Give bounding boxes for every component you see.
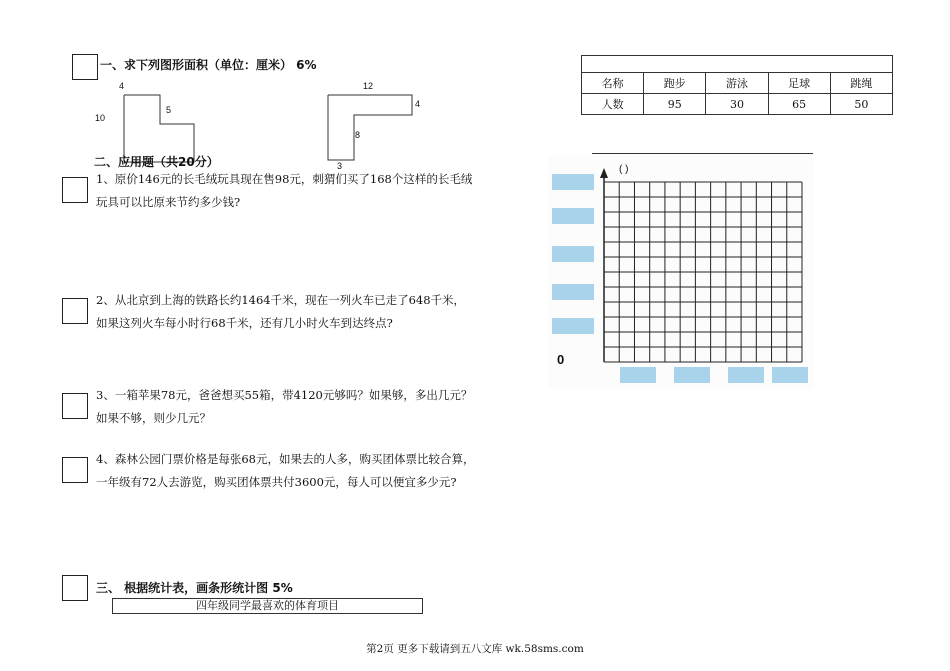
table-row: [582, 94, 893, 115]
section2-title: 二、应用题（共20分）: [94, 155, 219, 169]
score-box-section3[interactable]: [62, 575, 88, 601]
table-cell: 跑步: [644, 73, 706, 94]
grid-unit-label: ( ): [619, 164, 629, 175]
shape1-label-right: 5: [166, 105, 172, 115]
shape1-label-top: 4: [119, 81, 125, 91]
answer-grid[interactable]: [548, 156, 814, 388]
table-cell: 跳绳: [830, 73, 892, 94]
shape1-label-left: 10: [95, 113, 106, 123]
table-cell: 足球: [768, 73, 830, 94]
x-label-swatch: [620, 367, 656, 383]
score-box-section1[interactable]: [72, 54, 98, 80]
y-axis-arrow-icon: [600, 168, 608, 178]
problem-1-text: 1、原价146元的长毛绒玩具现在售98元，刺猬们买了168个这样的长毛绒玩具可以比原来节约多少钱?: [96, 172, 473, 209]
y-label-swatch: [552, 284, 594, 300]
shape2-label-mid: 8: [355, 130, 361, 140]
table-cell: 95: [644, 94, 706, 115]
score-box-problem-4[interactable]: [62, 457, 88, 483]
y-label-swatch: [552, 174, 594, 190]
problem-2-text: 2、从北京到上海的铁路长约1464千米，现在一列火车已走了648千米，如果这列火车每小时行68千米，还有几小时火车到达终点?: [96, 293, 466, 330]
table-caption-row: [582, 56, 893, 73]
table-cell: 名称: [582, 73, 644, 94]
x-label-swatch: [728, 367, 764, 383]
table-cell: 人数: [582, 94, 644, 115]
page-footer: 第2页 更多下载请到五八文库 wk.58sms.com: [366, 643, 584, 655]
table-cell: 30: [706, 94, 768, 115]
table-header-row: [582, 73, 893, 94]
score-box-problem-2[interactable]: [62, 298, 88, 324]
y-label-swatch: [552, 208, 594, 224]
table-cell: 50: [830, 94, 892, 115]
section3-title: 三、 根据统计表，画条形统计图 5%: [96, 581, 293, 595]
statistics-table: [581, 55, 893, 115]
section1-title: 一、求下列图形面积（单位：厘米） 6%: [100, 58, 317, 72]
table-cell: 65: [768, 94, 830, 115]
shape2-label-right: 4: [415, 99, 421, 109]
x-label-swatch: [772, 367, 808, 383]
problem-3-text: 3、一箱苹果78元，爸爸想买55箱，带4120元够吗？如果够，多出几元？如果不够，则少几元？: [96, 388, 473, 425]
y-label-swatch: [552, 318, 594, 334]
grid-top-rule: [592, 153, 813, 154]
shape2-label-top: 12: [363, 81, 374, 91]
grid-zero-label: 0: [557, 352, 565, 367]
score-box-problem-3[interactable]: [62, 393, 88, 419]
score-box-problem-1[interactable]: [62, 177, 88, 203]
y-label-swatch: [552, 246, 594, 262]
x-label-swatch: [674, 367, 710, 383]
shape2-label-bottom: 3: [337, 161, 343, 171]
table-cell: 游泳: [706, 73, 768, 94]
problem-4-text: 4、森林公园门票价格是每张68元，如果去的人多，购买团体票比较合算，一年级有72人去游览，购买团体票共付3600元，每人可以便宜多少元?: [96, 452, 475, 489]
shape-figure-2: [320, 88, 420, 166]
chart-title-box: 四年级同学最喜欢的体育项目: [112, 598, 423, 614]
